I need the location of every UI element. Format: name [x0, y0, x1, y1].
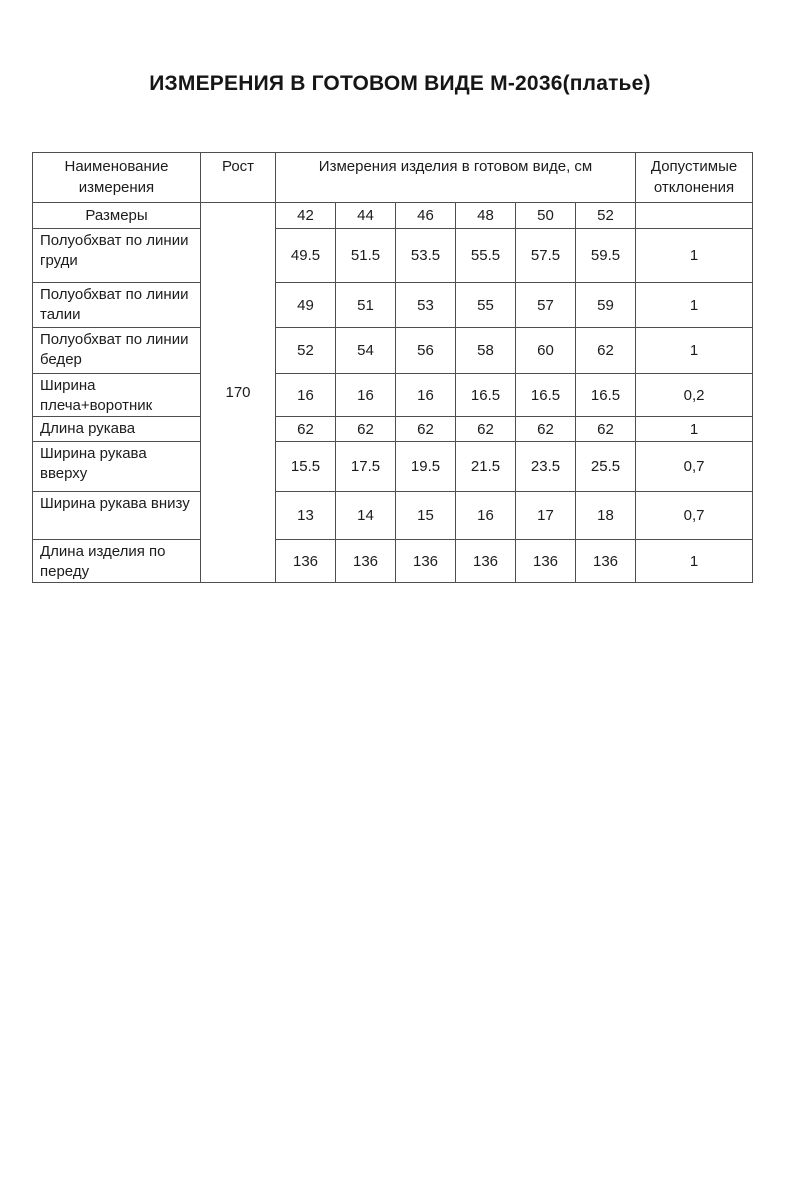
table-row	[33, 492, 753, 540]
size-value-cell: 17	[516, 492, 576, 540]
size-value-cell: 136	[396, 540, 456, 583]
size-value-cell: 57.5	[516, 229, 576, 283]
col-header-tolerance: Допустимые отклонения	[636, 153, 753, 203]
size-header-cell: 44	[336, 203, 396, 229]
sizes-label-cell: Размеры	[33, 203, 201, 229]
size-value-cell: 58	[456, 328, 516, 374]
size-value-cell: 59	[576, 283, 636, 328]
size-value-cell: 136	[516, 540, 576, 583]
size-header-cell: 48	[456, 203, 516, 229]
table-row	[33, 442, 753, 492]
size-value-cell: 62	[336, 417, 396, 442]
size-value-cell: 62	[576, 417, 636, 442]
tolerance-value-cell: 1	[636, 328, 753, 374]
height-value-cell: 170	[201, 203, 276, 583]
size-header-cell: 50	[516, 203, 576, 229]
size-value-cell: 59.5	[576, 229, 636, 283]
size-value-cell: 52	[276, 328, 336, 374]
measurement-label-cell: Длина рукава	[33, 417, 201, 442]
size-value-cell: 16.5	[456, 374, 516, 417]
size-value-cell: 55.5	[456, 229, 516, 283]
size-value-cell: 51	[336, 283, 396, 328]
size-value-cell: 16	[456, 492, 516, 540]
size-value-cell: 60	[516, 328, 576, 374]
measurement-label-cell: Длина изделия по переду	[33, 540, 201, 583]
measurement-label-cell: Ширина плеча+воротник	[33, 374, 201, 417]
table-row	[33, 540, 753, 583]
size-value-cell: 51.5	[336, 229, 396, 283]
measurement-label-cell: Полуобхват по линии талии	[33, 283, 201, 328]
size-value-cell: 16	[336, 374, 396, 417]
measurement-label-cell: Ширина рукава внизу	[33, 492, 201, 540]
table-row	[33, 229, 753, 283]
size-value-cell: 53.5	[396, 229, 456, 283]
size-value-cell: 62	[456, 417, 516, 442]
size-value-cell: 15	[396, 492, 456, 540]
size-value-cell: 16.5	[576, 374, 636, 417]
size-value-cell: 49	[276, 283, 336, 328]
size-value-cell: 25.5	[576, 442, 636, 492]
size-value-cell: 136	[576, 540, 636, 583]
measurement-label-cell: Полуобхват по линии груди	[33, 229, 201, 283]
tolerance-value-cell: 0,7	[636, 442, 753, 492]
size-value-cell: 57	[516, 283, 576, 328]
page-title: ИЗМЕРЕНИЯ В ГОТОВОМ ВИДЕ М-2036(платье)	[149, 72, 651, 95]
table-row	[33, 283, 753, 328]
size-value-cell: 15.5	[276, 442, 336, 492]
measurement-label-cell: Ширина рукава вверху	[33, 442, 201, 492]
size-value-cell: 18	[576, 492, 636, 540]
size-value-cell: 49.5	[276, 229, 336, 283]
col-header-height: Рост	[201, 153, 276, 203]
size-value-cell: 136	[276, 540, 336, 583]
size-value-cell: 19.5	[396, 442, 456, 492]
tolerance-empty-cell	[636, 203, 753, 229]
col-header-measurements: Измерения изделия в готовом виде, см	[276, 153, 636, 203]
size-value-cell: 56	[396, 328, 456, 374]
size-value-cell: 17.5	[336, 442, 396, 492]
size-value-cell: 16	[276, 374, 336, 417]
table-row	[33, 328, 753, 374]
size-value-cell: 55	[456, 283, 516, 328]
size-value-cell: 62	[576, 328, 636, 374]
tolerance-value-cell: 0,2	[636, 374, 753, 417]
size-value-cell: 16.5	[516, 374, 576, 417]
measurement-label-cell: Полуобхват по линии бедер	[33, 328, 201, 374]
size-header-cell: 52	[576, 203, 636, 229]
size-value-cell: 53	[396, 283, 456, 328]
size-value-cell: 54	[336, 328, 396, 374]
size-value-cell: 16	[396, 374, 456, 417]
size-value-cell: 21.5	[456, 442, 516, 492]
tolerance-value-cell: 1	[636, 540, 753, 583]
size-value-cell: 13	[276, 492, 336, 540]
table-row	[33, 374, 753, 417]
tolerance-value-cell: 1	[636, 229, 753, 283]
table-row	[33, 417, 753, 442]
size-value-cell: 62	[396, 417, 456, 442]
tolerance-value-cell: 1	[636, 283, 753, 328]
size-value-cell: 23.5	[516, 442, 576, 492]
sizes-row	[33, 203, 753, 229]
col-header-measurement-name: Наименование измерения	[33, 153, 201, 203]
size-value-cell: 62	[516, 417, 576, 442]
size-header-cell: 42	[276, 203, 336, 229]
tolerance-value-cell: 0,7	[636, 492, 753, 540]
size-value-cell: 136	[336, 540, 396, 583]
size-value-cell: 62	[276, 417, 336, 442]
size-value-cell: 136	[456, 540, 516, 583]
header-row	[33, 153, 753, 203]
size-value-cell: 14	[336, 492, 396, 540]
size-header-cell: 46	[396, 203, 456, 229]
tolerance-value-cell: 1	[636, 417, 753, 442]
size-table	[32, 152, 753, 583]
